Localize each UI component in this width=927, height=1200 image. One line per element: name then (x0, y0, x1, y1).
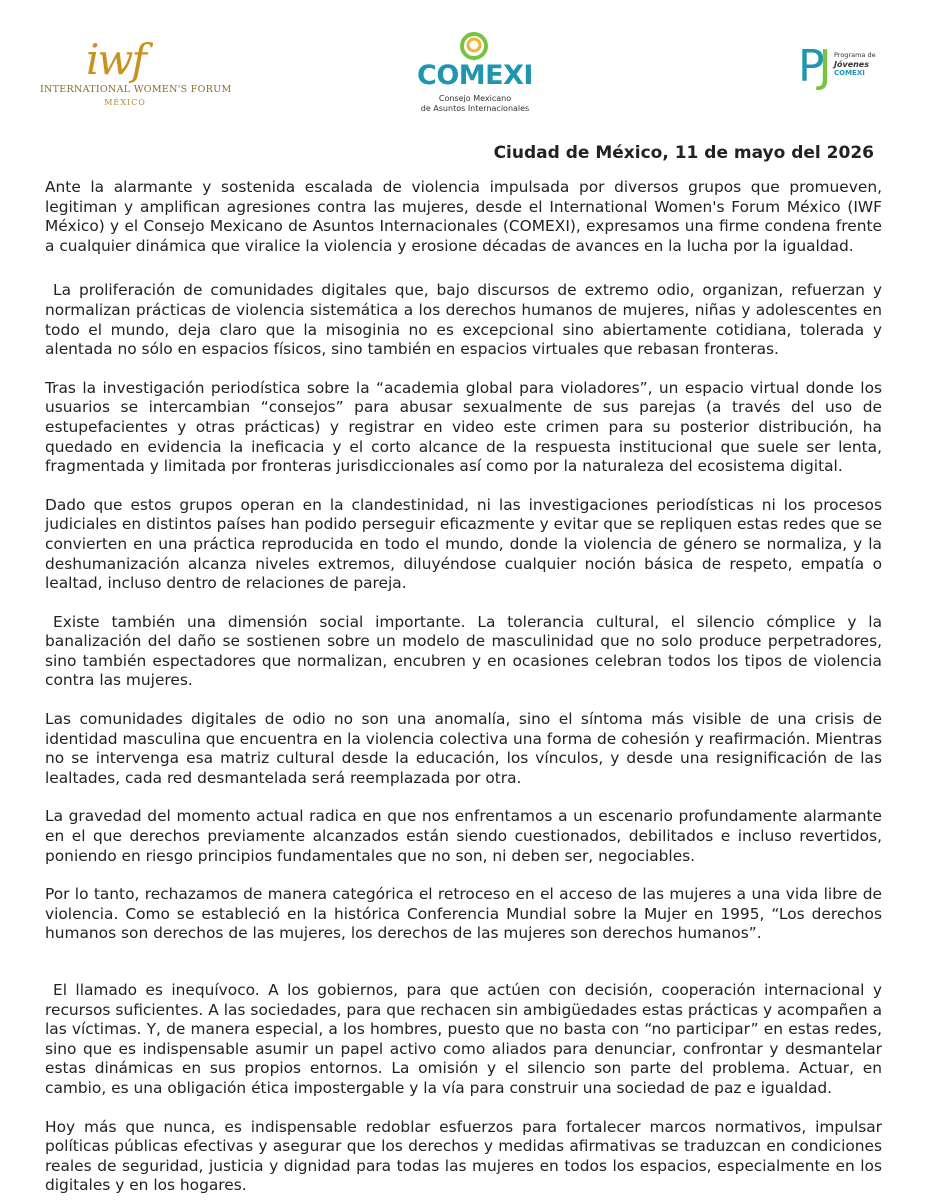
paragraph: Las comunidades digitales de odio no son una anomalía, sino el síntoma más visible de una crisis de identidad masculina que encuentra en la violencia colectiva una forma de cohesión y reafirmación. Mientras no se intervenga esa matriz cultural desde la educación, los vínculos, y desde una resignificación de las lealtades, cada red desmantelada será reemplazada por otra. (45, 710, 882, 787)
paragraph: El llamado es inequívoco. A los gobiernos, para que actúen con decisión, cooperación internacional y recursos suficientes. A las sociedades, para que rechacen sin ambigüedades estas prácticas y acompañen a las víctimas. Y, de manera especial, a los hombres, puesto que no basta con “no participar” en estas redes, sino que es indispensable asumir un papel activo como aliados para denunciar, confrontar y desmantelar estas dinámicas en sus propios entornos. La omisión y el silencio son parte del problema. Actuar, en cambio, es una obligación ética impostergable y la vía para construir una sociedad de paz e igualdad. (45, 981, 882, 1097)
pj-logo-mark (798, 41, 826, 92)
pj-logo-line1: Programa de (834, 51, 876, 59)
comexi-symbol-icon (458, 30, 490, 62)
paragraph: Hoy más que nunca, es indispensable redoblar esfuerzos para fortalecer marcos normativos, impulsar políticas públicas efectivas y asegurar que los derechos y medidas afirmativas se traduzcan en condiciones reales de seguridad, justicia y dignidad para todas las mujeres en todos los espacios, especialmente en los digitales y en los hogares. (45, 1117, 882, 1195)
paragraph: Existe también una dimensión social importante. La tolerancia cultural, el silencio cómplice y la banalización del daño se sostienen sobre un modelo de masculinidad que no solo produce perpetradores, sino también espectadores que normalizan, encubren y en ocasiones celebran todos los tipos de violencia contra las mujeres. (45, 612, 882, 690)
paragraph: Ante la alarmante y sostenida escalada de violencia impulsada por diversos grupos que promueven, legitiman y amplifican agresiones contra las mujeres, desde el International Women's Forum México (IWF México) y el Consejo Mexicano de Asuntos Internacionales (COMEXI), expresamos una firme condena frente a cualquier dinámica que viralice la violencia y erosione décadas de avances en la lucha por la igualdad. (45, 178, 882, 255)
iwf-logo-name: INTERNATIONAL WOMEN'S FORUM (40, 84, 232, 95)
pj-logo-line2: Jóvenes (834, 60, 869, 69)
letter-body (45, 178, 882, 1196)
letterhead (0, 0, 927, 130)
paragraph: La proliferación de comunidades digitales que, bajo discursos de extremo odio, organizan, refuerzan y normalizan prácticas de violencia sistemática a los derechos humanos de mujeres, niñas y adolescentes en todo el mundo, deja claro que la misoginia no es excepcional sino abiertamente cotidiana, tolerada y alentada no sólo en espacios físicos, sino también en espacios virtuales que rebasan fronteras. (45, 281, 882, 359)
pj-logo-j: J (818, 41, 826, 92)
paragraph: Tras la investigación periodística sobre la “academia global para violadores”, un espacio virtual donde los usuarios se intercambian “consejos” para abusar sexualmente de sus parejas (a través del uso de estupefacientes y otras prácticas) y registrar en video este crimen para su posterior distribución, ha quedado en evidencia la ineficacia y el corto alcance de la respuesta institucional que suele ser lenta, fragmentada y limitada por fronteras jurisdiccionales así como por la naturaleza del ecosistema digital. (45, 378, 882, 476)
paragraph: La gravedad del momento actual radica en que nos enfrentamos a un escenario profundamente alarmante en el que derechos previamente alcanzados están siendo cuestionados, debilitados e incluso revertidos, poniendo en riesgo principios fundamentales que no son, ni deben ser, negociables. (45, 807, 882, 865)
comexi-logo-word: COMEXI (417, 60, 533, 91)
comexi-logo-subtitle-2: de Asuntos Internacionales (420, 104, 530, 113)
pj-logo-p: P (798, 41, 819, 92)
paragraph: Dado que estos grupos operan en la clandestinidad, ni las investigaciones periodísticas ni los procesos judiciales en distintos países han podido perseguir eficazmente y evitar que se repliquen estas redes que se convierten en una práctica reproducida en todo el mundo, donde la violencia de género se normaliza, y la deshumanización alcanza niveles extremos, diluyéndose cualquier noción básica de respeto, empatía o lealtad, incluso dentro de relaciones de pareja. (45, 495, 882, 593)
iwf-logo (40, 35, 232, 120)
iwf-logo-mark: iwf (86, 35, 145, 84)
pj-logo-line3: COMEXI (834, 69, 865, 77)
iwf-logo-country: MÉXICO (104, 98, 146, 107)
pj-logo-text (834, 51, 876, 78)
comexi-logo-subtitle-1: Consejo Mexicano (438, 94, 512, 103)
comexi-logo (410, 28, 540, 113)
date-line: Ciudad de México, 11 de mayo del 2026 (493, 143, 874, 163)
pj-logo (798, 41, 898, 95)
paragraph: Por lo tanto, rechazamos de manera categórica el retroceso en el acceso de las mujeres a una vida libre de violencia. Como se estableció en la histórica Conferencia Mundial sobre la Mujer en 1995, “Los derechos humanos son derechos de las mujeres, los derechos de las mujeres son derechos humanos”. (45, 885, 882, 943)
